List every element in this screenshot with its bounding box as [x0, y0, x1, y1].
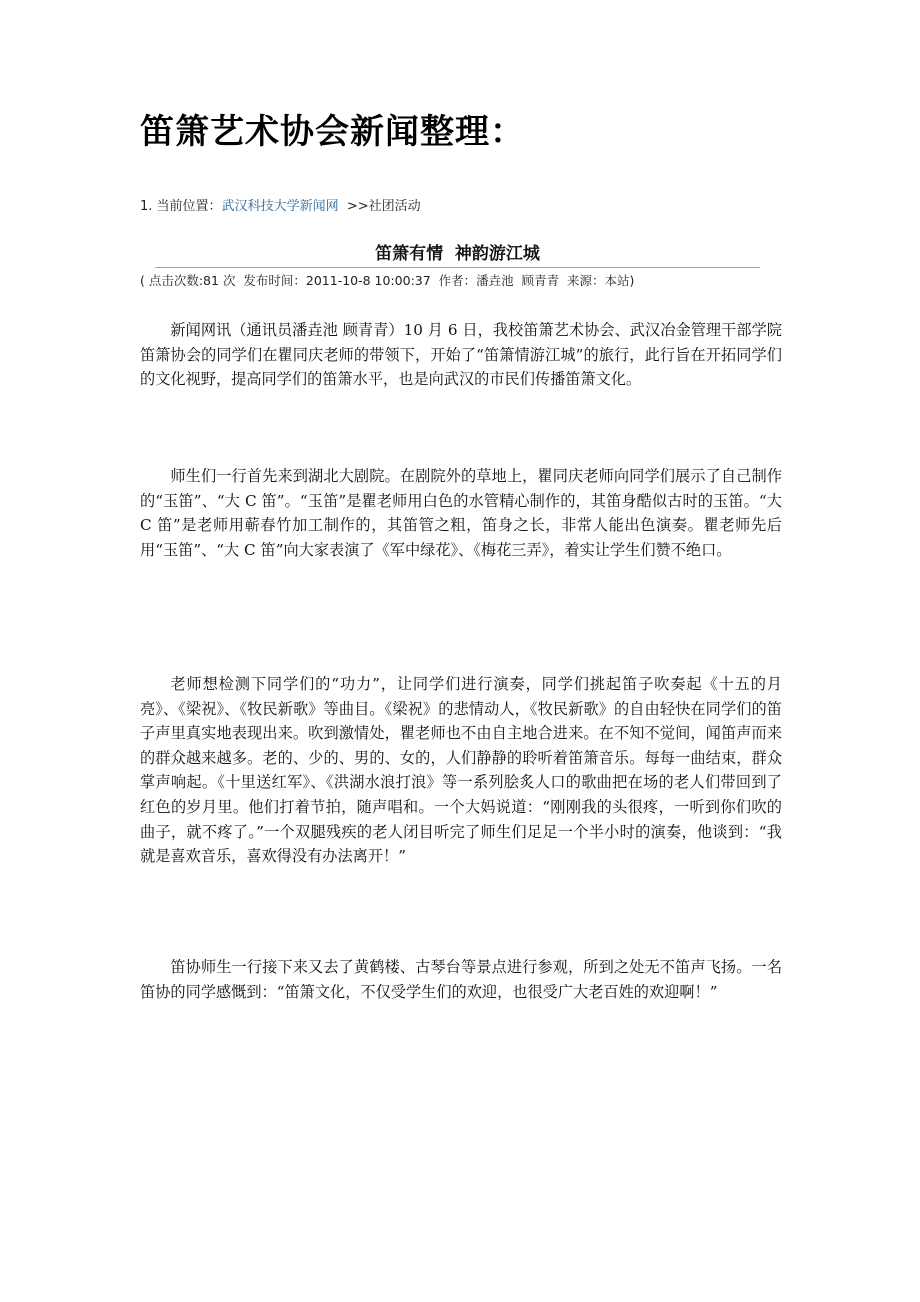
- article-paragraph: 新闻网讯（通讯员潘垚池 顾青青）10 月 6 日，我校笛箫艺术协会、武汉冶金管理干部学院笛箫协会的同学们在瞿同庆老师的带领下，开始了“笛箫情游江城”的旅行，此行旨在开拓同学们的文化视野，提高同学们的笛箫水平，也是向武汉的市民们传播笛箫文化。: [140, 321, 782, 389]
- list-number: 1.: [140, 199, 153, 214]
- article-title: 笛箫有情 神韵游江城: [375, 244, 540, 264]
- article-paragraph: 师生们一行首先来到湖北大剧院。在剧院外的草地上，瞿同庆老师向同学们展示了自己制作的“玉笛”、“大 C 笛”。“玉笛”是瞿老师用白色的水管精心制作的，其笛身酷似古时的玉笛。“大 C 笛”是老师用蕲春竹加工制作的，其笛管之粗，笛身之长，非常人能出色演奏。瞿老师先后用“玉笛”、“大 C 笛”向大家表演了《军中绿花》、《梅花三弄》，着实让学生们赞不绝口。: [140, 467, 782, 559]
- breadcrumb-link-news-site[interactable]: 武汉科技大学新闻网: [221, 199, 339, 214]
- breadcrumb-section: 社团活动: [368, 199, 421, 214]
- article-paragraph: 老师想检测下同学们的“功力”，让同学们进行演奏，同学们挑起笛子吹奏起《十五的月亮》、《梁祝》、《牧民新歌》等曲目。《梁祝》的悲情动人，《牧民新歌》的自由轻快在同学们的笛子声里真实地表现出来。吹到激情处，瞿老师也不由自主地合进来。在不知不觉间，闻笛声而来的群众越来越多。老的、少的、男的、女的，人们静静的聆听着笛箫音乐。每每一曲结束，群众掌声响起。《十里送红军》、《洪湖水浪打浪》等一系列脍炙人口的歌曲把在场的老人们带回到了红色的岁月里。他们打着节拍，随声唱和。一个大妈说道：“刚刚我的头很疼，一听到你们吹的曲子，就不疼了。”一个双腿残疾的老人闭目听完了师生们足足一个半小时的演奏，他谈到：“我就是喜欢音乐，喜欢得没有办法离开！”: [140, 675, 782, 866]
- breadcrumb-separator: >>: [346, 199, 369, 214]
- page-title: 笛箫艺术协会新闻整理：: [140, 112, 525, 152]
- article-meta: ( 点击次数:81 次 发布时间：2011-10-8 10:00:37 作者：潘垚池 顾青青 来源：本站): [140, 273, 635, 288]
- article-paragraph: 笛协师生一行接下来又去了黄鹤楼、古琴台等景点进行参观，所到之处无不笛声飞扬。一名笛协的同学感慨到：“笛箫文化，不仅受学生们的欢迎，也很受广大老百姓的欢迎啊！”: [140, 958, 782, 1001]
- breadcrumb: [140, 198, 421, 216]
- breadcrumb-label: 当前位置：: [156, 199, 222, 214]
- title-divider: [155, 267, 760, 268]
